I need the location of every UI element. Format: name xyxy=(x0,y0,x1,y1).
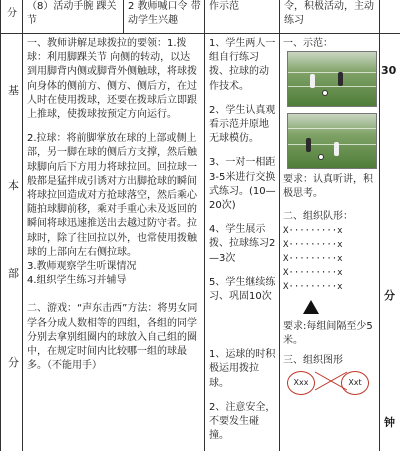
header-student-cell xyxy=(205,0,280,34)
circle-group-left: Xxx xyxy=(287,371,315,395)
game-para: 二、游戏：“声东击西”方法：将男女同学各分成人数相等的四组，各组的同学分别去拿别组圈内的球放入自己组的圈中，在规定时间内比较哪一组的球最多。（不能用手） xyxy=(27,303,198,372)
org-req-1: 要求：认真听讲，积极思考。 xyxy=(283,174,373,200)
student-step-3: 3、一对一相距3-5米进行交换式练习。(10—20次) xyxy=(209,157,276,212)
demo-title: 一、示范： xyxy=(283,38,333,49)
student-step-2: 2、学生认真观看示范并原地无球模仿。 xyxy=(209,104,276,145)
time-value: 30 xyxy=(381,64,397,77)
header-org-text: 令，积极活动，主动练习 xyxy=(284,1,374,27)
time-char-2: 钟 xyxy=(384,416,395,429)
formation-title: 二、组织队形： xyxy=(283,210,353,222)
formation-row-2: X·········x xyxy=(283,239,343,250)
formation-row-1: X·········x xyxy=(283,225,343,236)
time-char-1: 分 xyxy=(384,289,395,302)
formation-row-3: X·········x xyxy=(283,253,343,264)
header-student-text: 作示范 xyxy=(209,1,239,12)
student-step-1: 1、学生两人一组自行练习拨、拉球的动作技术。 xyxy=(209,38,276,92)
student-step-4: 4、学生展示拨、拉球练习2—3次 xyxy=(209,224,276,264)
game-arrows-icon xyxy=(311,368,351,398)
teacher-marker xyxy=(283,294,376,320)
header-part-cell xyxy=(1,0,23,34)
time-cell xyxy=(380,34,400,451)
header-row xyxy=(1,0,400,34)
student-cell xyxy=(205,34,280,451)
header-teacher-cell xyxy=(124,0,205,34)
part-char-3: 部 xyxy=(8,267,19,280)
header-content-text: （8）活动手腕 踝关节 xyxy=(27,1,117,27)
teacher-para-4: 4.组织学生练习并辅导 xyxy=(27,275,127,287)
demo-photo-2 xyxy=(287,113,377,169)
header-part-label: 分 xyxy=(7,8,17,19)
part-char-4: 分 xyxy=(8,356,19,369)
game-step-1: 1、运球的时积极运用拨拉球。 xyxy=(209,349,276,389)
teacher-para-3: 3.教师观察学生听课情况 xyxy=(27,261,137,273)
teacher-para-1: 一、教师讲解足球拨拉的要领：1.拨球：利用脚踝关节 向侧的转动，以达到用脚背内侧或脚背外侧触球，将球拨向身体的侧前方、侧方、侧后方，在过人时在使用拨球，还要在拨球后立即跟上推球，使拨球按预定方向运行。 xyxy=(27,38,197,121)
part-cell xyxy=(1,34,23,451)
part-char-1: 基 xyxy=(8,84,19,97)
demo-photo-1 xyxy=(287,51,377,107)
formation2-title: 三、组织图形 xyxy=(283,355,343,367)
teacher-content-cell xyxy=(23,34,205,451)
org-cell xyxy=(280,34,380,451)
teacher-triangle-icon xyxy=(303,300,319,314)
formation-row-4: X·········x xyxy=(283,267,343,278)
org-req-2: 要求:每组间隔至少5米。 xyxy=(283,320,373,347)
header-org-cell xyxy=(280,0,380,34)
main-row xyxy=(1,34,400,451)
header-content-cell xyxy=(23,0,124,34)
game-step-2: 2、注意安全，不要发生碰撞。 xyxy=(209,401,276,442)
part-char-2: 本 xyxy=(8,179,19,192)
circle-group-right: Xxt xyxy=(341,371,369,395)
teacher-para-2: 2.拉球：将前脚掌放在球的上部或侧上部，另一脚在球的侧后方支撑，然后触球脚向后下方用力将球拉回。回拉球一般都是猛拌成引诱对方出脚抢球的瞬间将球拉回造成对方抢球落空，然后乘心随拍球脚前移，乘对手重心未及返回的瞬间将球迅速推送出去越过防守者。拉球时，除了往回拉以外，也常使用拨触球的上部向左右侧拉球。 xyxy=(27,133,197,258)
header-time-cell xyxy=(380,0,400,34)
formation-row-5: X·········x xyxy=(283,281,343,292)
game-diagram xyxy=(283,368,376,398)
header-teacher-text: 2 教师喊口令 带动学生兴趣 xyxy=(128,1,201,27)
student-step-5: 5、学生继续练习、巩固10次 xyxy=(209,276,276,303)
